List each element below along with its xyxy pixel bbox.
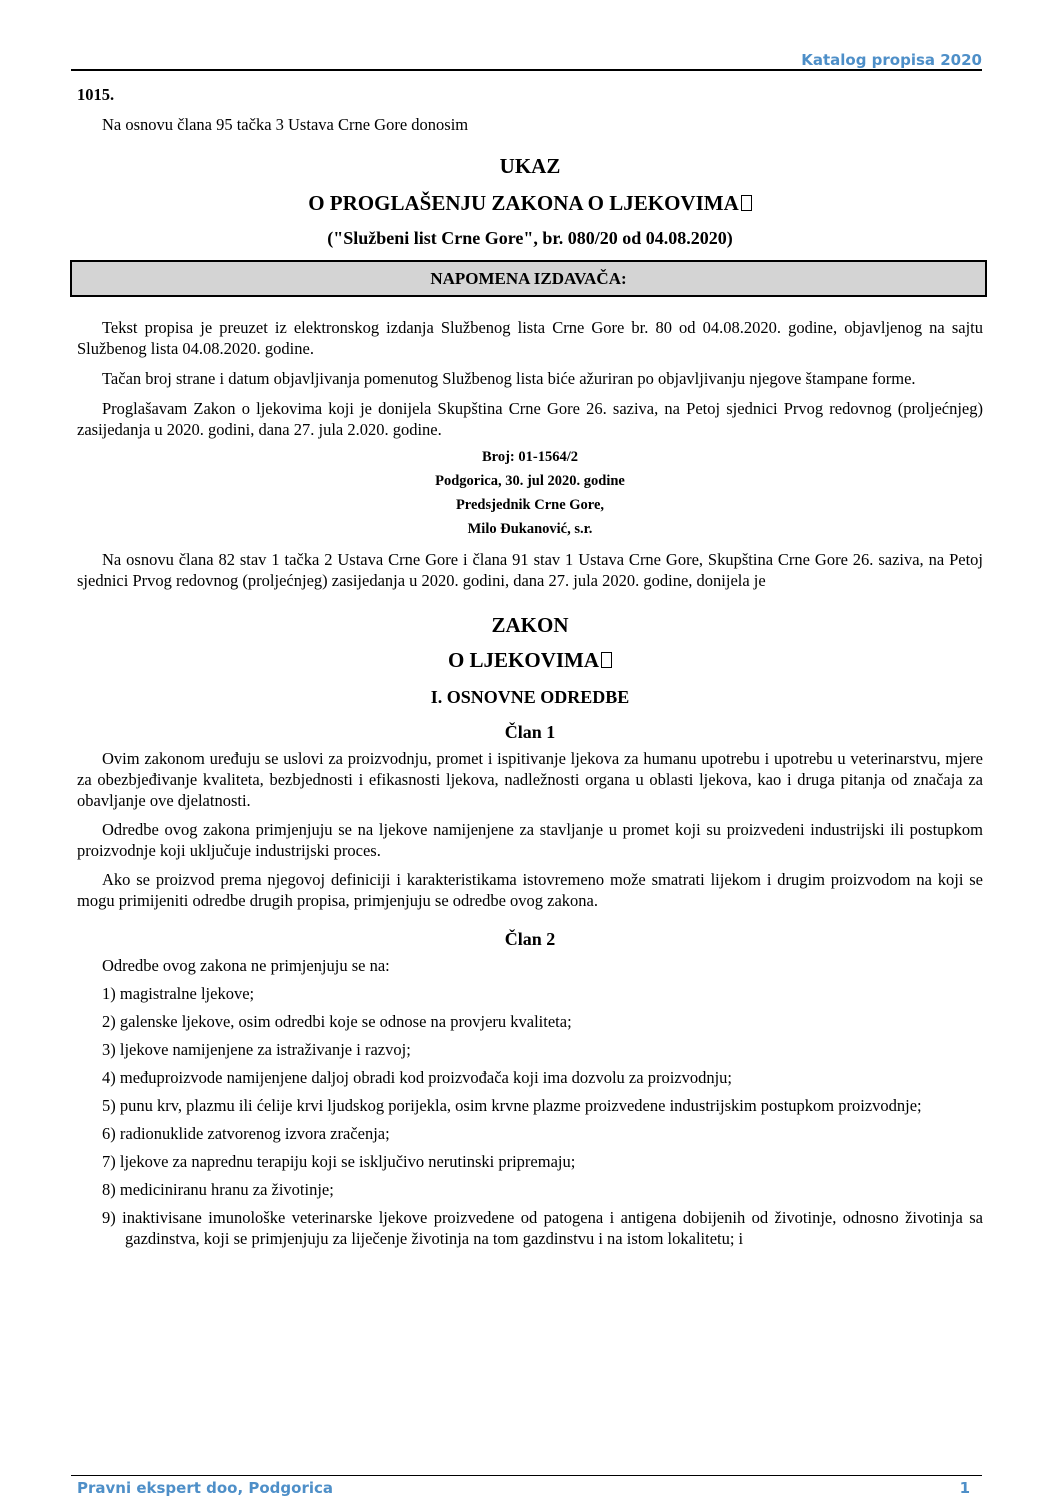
footer-rule [71, 1475, 982, 1476]
article-2-intro: Odredbe ovog zakona ne primjenjuju se na: [102, 956, 390, 975]
document-body [77, 84, 983, 1256]
missing-glyph-icon [601, 652, 612, 668]
basis-paragraph: Na osnovu člana 82 stav 1 tačka 2 Ustava Crne Gore i člana 91 stav 1 Ustava Crne Gore, Skupština Crne Gore 26. saziva, na Petoj sjednici Prvog redovnog (proljećnjeg) zasijedanja u 2020. godini, dana 27. jula 2020. godine, donijela je [77, 550, 983, 590]
article-1-title: Član 1 [504, 722, 556, 742]
list-item: 5) punu krv, plazmu ili ćelije krvi ljudskog porijekla, osim krvne plazme proizvedene industrijskim postupkom proizvodnje; [102, 1096, 922, 1115]
article-1-paragraph-3: Ako se proizvod prema njegovoj definiciji i karakteristikama istovremeno može smatrati lijekom i drugim proizvodom na koji se mogu primijeniti odredbe drugih propisa, primjenjuju se odredbe ovog zakona. [77, 870, 983, 910]
ukaz-subtitle-text: O PROGLAŠENJU ZAKONA O LJEKOVIMA [308, 191, 739, 215]
page-number: 1 [959, 1479, 970, 1497]
article-2-title: Član 2 [504, 929, 556, 949]
signature-place-date: Podgorica, 30. jul 2020. godine [435, 473, 625, 489]
list-item: 7) ljekove za naprednu terapiju koji se isključivo nerutinski pripremaju; [102, 1152, 576, 1171]
article-2-list [77, 983, 983, 1249]
catalog-header: Katalog propisa 2020 [801, 51, 982, 69]
signature-role: Predsjednik Crne Gore, [455, 497, 605, 513]
list-item: 6) radionuklide zatvorenog izvora zračenja; [102, 1124, 390, 1143]
law-title: ZAKON [491, 613, 569, 637]
list-item: 8) mediciniranu hranu za životinje; [102, 1180, 334, 1199]
list-item: 2) galenske ljekove, osim odredbi koje se odnose na provjeru kvaliteta; [102, 1012, 572, 1031]
signature-block [77, 445, 983, 541]
article-1-paragraph-1: Ovim zakonom uređuju se uslovi za proizvodnju, promet i ispitivanje ljekova za humanu upotrebu i upotrebu u veterinarstvu, mjere za obezbjeđivanje kvaliteta, bezbjednosti i efikasnosti ljekova, nadležnosti organa u oblasti ljekova, kao i druga pitanja od značaja za obavljanje ove djelatnosti. [77, 749, 983, 810]
gazette-reference: ("Službeni list Crne Gore", br. 080/20 od 04.08.2020) [327, 228, 733, 248]
publisher-note-title: NAPOMENA IZDAVAČA: [430, 269, 627, 288]
ukaz-title: UKAZ [499, 154, 561, 178]
footer-publisher: Pravni ekspert doo, Podgorica [77, 1479, 334, 1497]
list-item: 4) međuproizvode namijenjene daljoj obradi kod proizvođača koji ima dozvolu za proizvodnju; [102, 1068, 733, 1087]
law-subtitle [77, 650, 983, 671]
section-heading: I. OSNOVNE ODREDBE [430, 687, 630, 707]
law-subtitle-text: O LJEKOVIMA [447, 648, 600, 672]
list-item: 3) ljekove namijenjene za istraživanje i razvoj; [102, 1040, 411, 1059]
article-1-paragraph-2: Odredbe ovog zakona primjenjuju se na ljekove namijenjene za stavljanje u promet koji su proizvedeni industrijski ili postupkom proizvodnje koji uključuje industrijski proces. [77, 820, 983, 860]
document-number: 1015. [77, 85, 115, 104]
signature-name: Milo Đukanović, s.r. [467, 521, 593, 537]
missing-glyph-icon [741, 195, 752, 211]
list-item: 9) inaktivisane imunološke veterinarske ljekove proizvedene od patogena i antigena dobijenih od životinje, odnosno životinja sa gazdinstva, koji se primjenjuju za liječenje životinja na tom gazdinstvu i na istom lokalitetu; i [102, 1208, 983, 1248]
ukaz-subtitle [77, 193, 983, 214]
proclamation-paragraph: Proglašavam Zakon o ljekovima koji je donijela Skupština Crne Gore 26. saziva, na Petoj sjednici Prvog redovnog (proljećnjeg) zasijedanja u 2020. godini, dana 27. jula 2.020. godine. [77, 399, 983, 439]
header-rule [71, 69, 982, 71]
note-paragraph-2: Tačan broj strane i datum objavljivanja pomenutog Službenog lista biće ažuriran po objavljivanju njegove štampane forme. [102, 369, 916, 388]
signature-number: Broj: 01-1564/2 [482, 449, 578, 465]
note-paragraph-1: Tekst propisa je preuzet iz elektronskog izdanja Službenog lista Crne Gore br. 80 od 04.08.2020. godine, objavljenog na sajtu Službenog lista 04.08.2020. godine. [77, 318, 983, 358]
publisher-note-box [70, 260, 987, 297]
list-item: 1) magistralne ljekove; [102, 984, 255, 1003]
preamble: Na osnovu člana 95 tačka 3 Ustava Crne Gore donosim [102, 115, 469, 134]
